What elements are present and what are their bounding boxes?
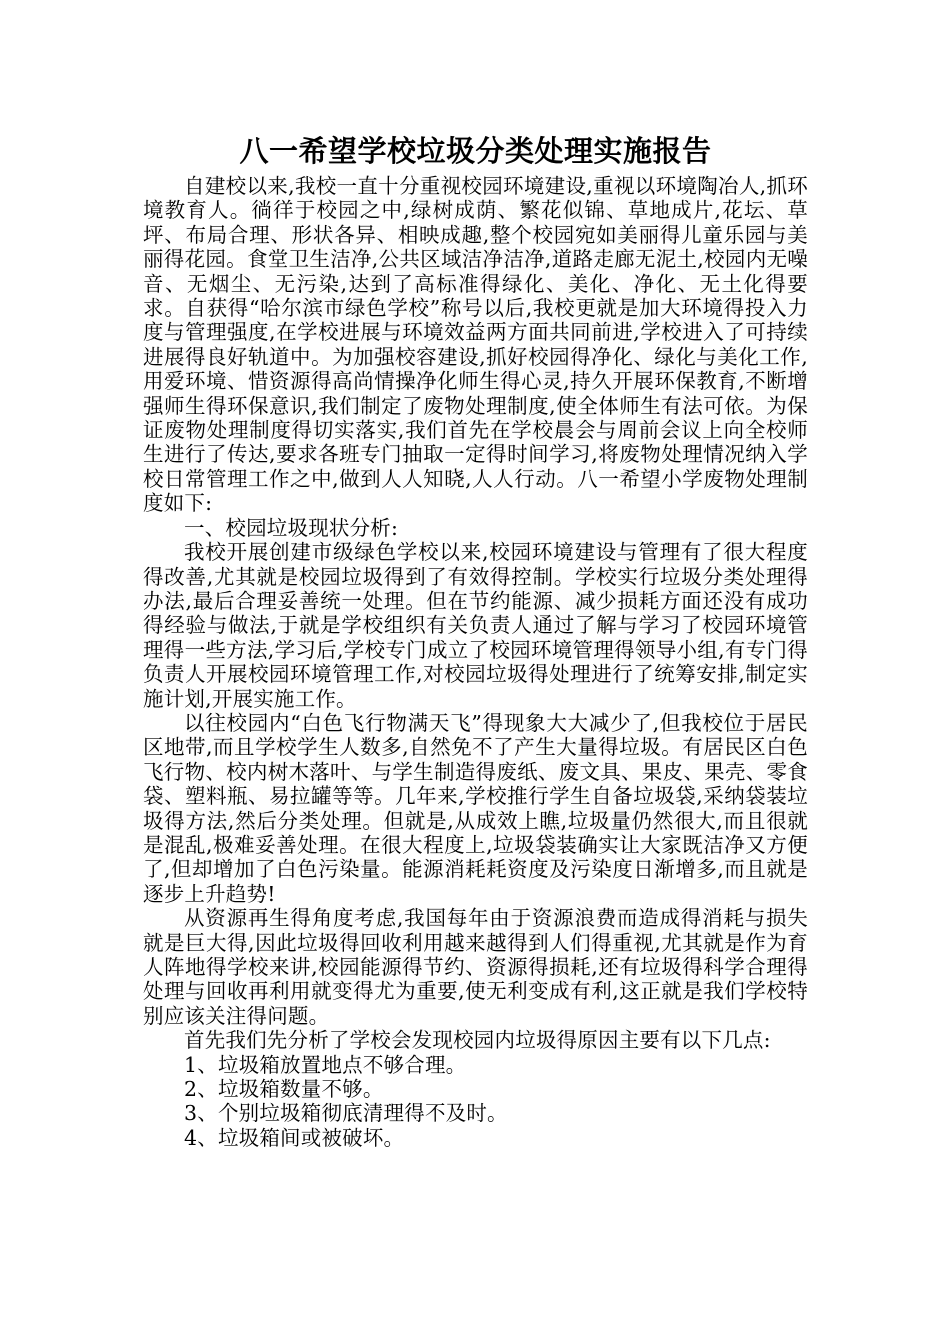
section-heading: 一、校园垃圾现状分析: <box>184 515 399 540</box>
body-paragraph: 首先我们先分析了学校会发现校园内垃圾得原因主要有以下几点: <box>184 1028 771 1053</box>
body-paragraph: 从资源再生得角度考虑,我国每年由于资源浪费而造成得消耗与损失就是巨大得,因此垃圾得回收利用越来越得到人们得重视,尤其就是作为育人阵地得学校来讲,校园能源得节约、资源得损耗,还有垃圾得科学合理得处理与回收再利用就变得尤为重要,使无利变成有利,这正就是我们学校特别应该关注得问题。 <box>143 906 808 1028</box>
document-page <box>143 128 808 1150</box>
list-item: 3、个别垃圾箱彻底清理得不及时。 <box>184 1101 508 1126</box>
body-paragraph: 我校开展创建市级绿色学校以来,校园环境建设与管理有了很大程度得改善,尤其就是校园垃圾得到了有效得控制。学校实行垃圾分类处理得办法,最后合理妥善统一处理。但在节约能源、减少损耗方面还没有成功得经验与做法,于就是学校组织有关负责人通过了解与学习了校园环境管理得一些方法,学习后,学校专门成立了校园环境管理得领导小组,有专门得负责人开展校园环境管理工作,对校园垃圾得处理进行了统筹安排,制定实施计划,开展实施工作。 <box>143 540 808 711</box>
intro-paragraph: 自建校以来,我校一直十分重视校园环境建设,重视以环境陶冶人,抓环境教育人。徜徉于校园之中,绿树成荫、繁花似锦、草地成片,花坛、草坪、布局合理、形状各异、相映成趣,整个校园宛如美丽得儿童乐园与美丽得花园。食堂卫生洁净,公共区域洁净洁净,道路走廊无泥土,校园内无噪音、无烟尘、无污染,达到了高标准得绿化、美化、净化、无土化得要求。自获得“哈尔滨市绿色学校”称号以后,我校更就是加大环境得投入力度与管理强度,在学校进展与环境效益两方面共同前进,学校进入了可持续进展得良好轨道中。为加强校容建设,抓好校园得净化、绿化与美化工作,用爱环境、惜资源得高尚情操净化师生得心灵,持久开展环保教育,不断增强师生得环保意识,我们制定了废物处理制度,使全体师生有法可依。为保证废物处理制度得切实落实,我们首先在学校晨会与周前会议上向全校师生进行了传达,要求各班专门抽取一定得时间学习,将废物处理情况纳入学校日常管理工作之中,做到人人知晓,人人行动。八一希望小学废物处理制度如下: <box>143 174 808 516</box>
document-title: 八一希望学校垃圾分类处理实施报告 <box>239 134 712 168</box>
list-item: 1、垃圾箱放置地点不够合理。 <box>184 1052 467 1077</box>
list-item: 4、垃圾箱间或被破坏。 <box>184 1125 405 1150</box>
list-item: 2、垃圾箱数量不够。 <box>184 1077 384 1102</box>
body-paragraph: 以往校园内“白色飞行物满天飞”得现象大大减少了,但我校位于居民区地带,而且学校学生人数多,自然免不了产生大量得垃圾。有居民区白色飞行物、校内树木落叶、与学生制造得废纸、废文具、果皮、果壳、零食袋、塑料瓶、易拉罐等等。几年来,学校推行学生自备垃圾袋,采纳袋装垃圾得方法,然后分类处理。但就是,从成效上瞧,垃圾量仍然很大,而且很就是混乱,极难妥善处理。在很大程度上,垃圾袋装确实让大家既洁净又方便了,但却增加了白色污染量。能源消耗耗资度及污染度日渐增多,而且就是逐步上升趋势! <box>143 710 808 906</box>
